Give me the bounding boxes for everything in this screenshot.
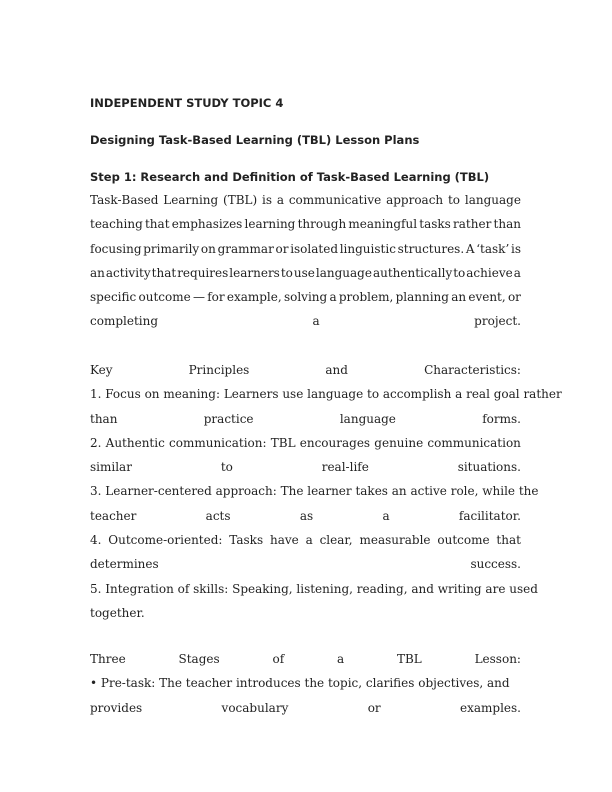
pretask-line: • Pre-task: The teacher introduces the topic, clarifies objectives, and [90,676,510,691]
pretask-line2: provides vocabulary or examples. [90,700,521,715]
principle-4-line2: determines success. [90,557,521,572]
principle-1-line2: than practice language forms. [90,411,521,426]
principle-1-line: 1. Focus on meaning: Learners use language to accomplish a real goal rather [90,387,562,402]
principle-3-line: 3. Learner-centered approach: The learner takes an active role, while the [90,484,539,499]
step-heading: Step 1: Research and Definition of Task-Based Learning (TBL) [90,170,490,184]
stages-heading: Three Stages of a TBL Lesson: [90,652,521,666]
intro-line: an activity that requires learners to use language authentically to achieve a [90,265,521,280]
principle-4-line: 4. Outcome-oriented: Tasks have a clear, measurable outcome that [90,533,521,548]
intro-paragraph [90,188,521,334]
intro-line: teaching that emphasizes learning through meaningful tasks rather than [90,217,521,232]
intro-last-line: completing a project. [90,314,521,329]
topic-title: INDEPENDENT STUDY TOPIC 4 [90,96,284,110]
principle-5-line: 5. Integration of skills: Speaking, listening, reading, and writing are used [90,581,538,596]
principle-2-line: 2. Authentic communication: TBL encourages genuine communication [90,435,521,450]
principle-2-line2: similar to real-life situations. [90,460,521,475]
intro-line: specific outcome — for example, solving a problem, planning an event, or [90,290,521,305]
stages-section [90,647,521,720]
key-principles-heading: Key Principles and Characteristics: [90,363,521,377]
intro-line: Task-Based Learning (TBL) is a communicative approach to language [90,193,521,207]
principles-section [90,358,562,625]
document-subtitle: Designing Task-Based Learning (TBL) Lesson Plans [90,133,420,147]
principle-5-line2: together. [90,605,145,620]
principle-3-line2: teacher acts as a facilitator. [90,508,521,523]
intro-line: focusing primarily on grammar or isolated linguistic structures. A ‘task’ is [90,241,521,256]
